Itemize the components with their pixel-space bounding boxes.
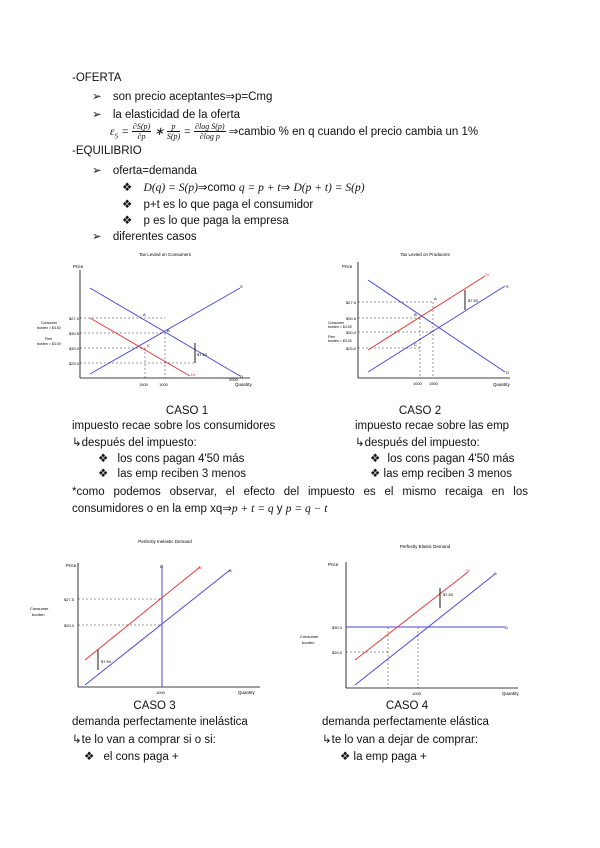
side-label: Consumer bbox=[41, 321, 58, 325]
qty-tick: 1000 bbox=[156, 690, 165, 695]
caso4-line2: ↳te lo van a dejar de comprar: bbox=[322, 734, 479, 746]
arrow-bullet-icon: ➢ bbox=[92, 109, 102, 121]
point-label: A bbox=[434, 296, 437, 301]
chart-perfectly-inelastic-demand bbox=[30, 535, 270, 695]
chart-title: Perfectly Elastic Demand bbox=[399, 544, 451, 549]
point-label: A bbox=[143, 312, 146, 317]
tax-label: $7.50 bbox=[197, 352, 208, 357]
qty-tick: 1500 bbox=[429, 381, 438, 386]
curve-label: S bbox=[506, 284, 509, 289]
diamond-bullet-icon: ❖ bbox=[122, 215, 133, 227]
caso4-bullet-1: ❖ la emp paga + bbox=[340, 751, 427, 763]
fraction: $\frac{\text{∂log S(p)}}{\text{∂log p}}$ bbox=[195, 122, 225, 142]
caso4-line1: demanda perfectamente elástica bbox=[322, 716, 489, 728]
chart-title: Perfectly Inelastic Demand bbox=[138, 539, 192, 544]
x-axis-label: Quantity bbox=[235, 382, 252, 387]
chart-tax-on-consumers bbox=[35, 248, 270, 400]
price-tick: $30.5 bbox=[346, 316, 357, 321]
point-label: B bbox=[167, 328, 170, 333]
caso1-caption: CASO 1 bbox=[165, 405, 209, 417]
qty-tick: 1500 bbox=[139, 382, 148, 387]
y-axis-label: Price bbox=[66, 563, 77, 568]
caso1-line1: impuesto recae sobre los consumidores bbox=[72, 420, 276, 432]
equilibrio-bullet-1: ➢ oferta=demanda bbox=[92, 165, 197, 177]
caso4-caption: CASO 4 bbox=[385, 700, 429, 712]
point-label: C bbox=[414, 342, 417, 347]
y-axis-label: Price bbox=[73, 264, 84, 269]
fraction: $\frac{p}{S(p)}$ bbox=[166, 122, 181, 142]
conclusion-paragraph: *como podemos observar, el efecto del impuesto es el mismo recaiga en los consumidores o en la emp xq⇒p + t = q y p = q − t bbox=[72, 486, 528, 515]
caso1-bullet-2: ❖ las emp reciben 3 menos bbox=[98, 468, 246, 480]
diamond-bullet-icon: ❖ bbox=[98, 453, 109, 465]
curve-label: Dt bbox=[191, 372, 195, 377]
side-label: burden = $3.00 bbox=[328, 339, 352, 343]
caso2-line2: ↳después del impuesto: bbox=[355, 437, 480, 449]
price-tick: $25.0 bbox=[346, 346, 357, 351]
price-tick: $20.0 bbox=[64, 623, 75, 628]
caso3-line2: ↳te lo van a comprar si o si: bbox=[72, 734, 216, 746]
price-tick: $20.0 bbox=[332, 650, 343, 655]
qty-tick: 1000 bbox=[413, 381, 422, 386]
diamond-bullet-icon: ❖ bbox=[340, 751, 351, 763]
price-tick: $30.0 bbox=[69, 346, 80, 351]
equilibrio-bullet-2: ➢ diferentes casos bbox=[92, 231, 197, 243]
tax-label: $7.50 bbox=[468, 298, 479, 303]
chart-perfectly-elastic-demand bbox=[300, 540, 525, 700]
side-label: burden bbox=[32, 612, 45, 617]
section-heading-equilibrio: -EQUILIBRIO bbox=[72, 145, 142, 157]
y-axis-label: Price bbox=[342, 264, 353, 269]
caso2-bullet-1: ❖ los cons pagan 4'50 más bbox=[370, 453, 515, 465]
taxed-demand-curve bbox=[90, 318, 190, 376]
tax-label: $7.50 bbox=[443, 592, 454, 597]
side-label: Consumer bbox=[300, 634, 319, 639]
diamond-bullet-icon: ❖ bbox=[370, 453, 381, 465]
diamond-bullet-icon: ❖ bbox=[84, 751, 95, 763]
point-label: C bbox=[147, 343, 150, 348]
taxed-supply-curve bbox=[85, 567, 200, 660]
side-label: burden = $4.50 bbox=[37, 326, 61, 330]
diamond-bullet-icon: ❖ bbox=[370, 468, 381, 480]
equilibrio-sub-2: ❖ p+t es lo que paga el consumidor bbox=[122, 199, 314, 211]
y-axis-label: Price bbox=[328, 562, 339, 567]
price-tick: $30.0 bbox=[346, 330, 357, 335]
curve-label: D bbox=[506, 370, 509, 375]
caso3-line1: demanda perfectamente inelástica bbox=[72, 716, 248, 728]
price-tick: $25.0 bbox=[69, 361, 80, 366]
side-label: burden = $3.00 bbox=[37, 342, 61, 346]
demand-curve bbox=[368, 280, 505, 372]
taxed-supply-curve bbox=[368, 276, 485, 350]
qty-tick: 1000 bbox=[159, 382, 168, 387]
price-tick: $27.5 bbox=[64, 597, 75, 602]
oferta-bullet-1 bbox=[92, 89, 272, 103]
curve-label: St bbox=[485, 272, 489, 277]
oferta-item-price-takers: son precio aceptantes⇒p=Cmg bbox=[112, 91, 273, 103]
curve-label: St bbox=[466, 568, 470, 573]
curve-label: S bbox=[229, 568, 232, 573]
caso1-bullet-1: ❖ los cons pagan 4'50 más bbox=[98, 453, 245, 465]
fraction: $\frac{\partial S(p)}{\partial p}$ bbox=[132, 122, 151, 142]
caso2-bullet-2: ❖ las emp reciben 3 menos bbox=[370, 468, 512, 480]
arrow-bullet-icon: ➢ bbox=[92, 165, 102, 177]
equilibrio-sub-1: ❖ D(q) = S(p)⇒como q = p + t⇒ D(p + t) = S(p) bbox=[122, 182, 365, 194]
oferta-bullet-2 bbox=[92, 107, 240, 121]
caso1-line2: ↳después del impuesto: bbox=[72, 437, 197, 449]
x-axis-label: Quantity bbox=[238, 690, 255, 695]
chart-tax-on-producers bbox=[330, 248, 520, 390]
chart-title: Tax Levied on Consumers bbox=[138, 252, 192, 257]
arrow-bullet-icon: ➢ bbox=[92, 231, 102, 243]
price-tick: $30.5 bbox=[69, 331, 80, 336]
x-axis-label: Quantity bbox=[502, 691, 519, 696]
equilibrio-sub-3: ❖ p es lo que paga la empresa bbox=[122, 215, 289, 227]
elasticity-formula: $\varepsilon_S$ = $\frac{\partial S(p)}{\partial p}$ ∗ $\frac{p}{S(p)}$ = $\frac{\text{∂log S(p)}}{\text{∂log p}}$ ⇒cambio % en q cuando el precio cambia un 1% bbox=[110, 122, 479, 142]
side-label: burden = $4.50 bbox=[328, 325, 352, 329]
supply-curve bbox=[85, 570, 230, 685]
curve-label: D bbox=[160, 564, 163, 569]
caso2-line1: impuesto recae sobre las emp bbox=[355, 420, 510, 432]
price-tick: $30.0 bbox=[332, 625, 343, 630]
diamond-bullet-icon: ❖ bbox=[122, 182, 133, 194]
arrow-bullet-icon: ➢ bbox=[92, 91, 102, 103]
caso3-caption: CASO 3 bbox=[133, 700, 176, 712]
caso2-caption: CASO 2 bbox=[398, 405, 442, 417]
curve-label: St bbox=[198, 565, 202, 570]
side-label: burden bbox=[302, 640, 315, 645]
side-label: Consumer bbox=[328, 321, 345, 325]
curve-label: D bbox=[505, 625, 508, 630]
diamond-bullet-icon: ❖ bbox=[98, 468, 109, 480]
oferta-item-elasticity: la elasticidad de la oferta bbox=[112, 109, 241, 121]
caso3-bullet-1: ❖ el cons paga + bbox=[84, 751, 179, 763]
diamond-bullet-icon: ❖ bbox=[122, 199, 133, 211]
tax-label: $7.50 bbox=[101, 659, 112, 664]
curve-label: S bbox=[240, 284, 243, 289]
chart-title: Tax Levied on Producers bbox=[400, 252, 450, 257]
qty-tick: 1000 bbox=[412, 691, 421, 696]
price-tick: $27.0 bbox=[69, 316, 80, 321]
side-label: Firm bbox=[328, 335, 335, 339]
supply-curve bbox=[355, 574, 495, 685]
x-axis-label: Quantity bbox=[493, 382, 510, 387]
elasticity-meaning: ⇒cambio % en q cuando el precio cambia un 1% bbox=[228, 126, 479, 138]
qty-tick: 2000 bbox=[229, 377, 238, 382]
side-label: Consumer bbox=[30, 606, 49, 611]
point-label: B bbox=[414, 312, 417, 317]
side-label: Firm bbox=[45, 337, 52, 341]
curve-label: S bbox=[494, 571, 497, 576]
price-tick: $27.0 bbox=[346, 300, 357, 305]
taxed-supply-curve bbox=[355, 572, 468, 660]
curve-label: D bbox=[240, 374, 243, 379]
section-heading-oferta: -OFERTA bbox=[72, 72, 122, 84]
